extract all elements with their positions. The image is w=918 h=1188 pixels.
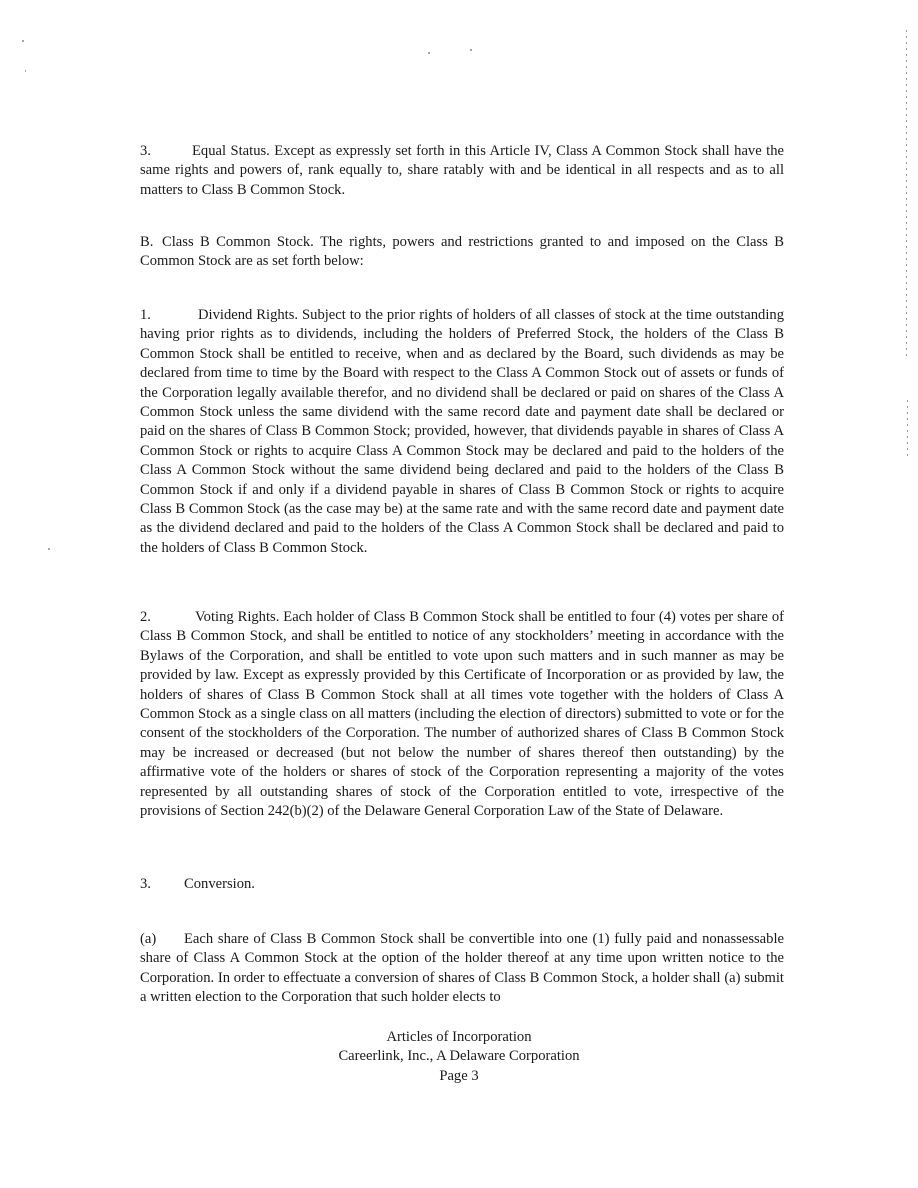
scan-speck [22, 40, 24, 42]
footer-page-number: Page 3 [439, 1067, 479, 1084]
section-b [140, 233, 784, 272]
scan-speck [48, 548, 50, 550]
section-text: Dividend Rights. Subject to the prior rights of holders of all classes of stock at the time outstanding having prior rights as to dividends, including the holders of Preferred Stock, the holders of the Class B Common Stock shall be entitled to receive, when and as declared by the Board, such dividends as may be declared from time to time by the Board with respect to the Class A Common Stock out of assets or funds of the Corporation legally available therefor, and no dividend shall be declared or paid on shares of the Class A Common Stock unless the same dividend with the same record date and payment date shall be declared or paid on the shares of Class B Common Stock; provided, however, that dividends payable in shares of Class A Common Stock or rights to acquire Class A Common Stock may be declared and paid to the holders of the Class A Common Stock without the same dividend being declared and paid to the holders of the Class B Common Stock if and only if a dividend payable in shares of Class B Common Stock or rights to acquire Class B Common Stock (as the case may be) at the same rate and with the same record date and payment date as the dividend declared and paid to the holders of the Class A Common Stock shall be declared and paid to the holders of Class B Common Stock. [140, 307, 784, 556]
section-text: Each share of Class B Common Stock shall be convertible into one (1) fully paid and nonassessable share of Class A Common Stock at the option of the holder thereof at any time upon written notice to the Corporation. In order to effectuate a conversion of shares of Class B Common Stock, a holder shall (a) submit a written election to the Corporation that such holder elects to [140, 931, 784, 1006]
footer-company-name: Careerlink, Inc., A Delaware Corporation [338, 1048, 580, 1065]
section-number: (a) [140, 931, 157, 947]
section-number: 2. [140, 609, 151, 625]
footer-document-title: Articles of Incorporation [386, 1029, 532, 1045]
section-b3a [140, 930, 784, 1008]
section-number: 1. [140, 307, 151, 323]
scan-edge-mark [907, 400, 908, 460]
scan-speck [428, 52, 430, 54]
page-footer [0, 1028, 918, 1086]
section-text: Class B Common Stock. The rights, powers and restrictions granted to and imposed on the Class B Common Stock are as set forth below: [140, 234, 784, 270]
section-b2-voting-rights [140, 608, 784, 821]
section-number: 3. [140, 876, 151, 892]
scan-speck [470, 49, 472, 51]
section-a3 [140, 142, 784, 200]
scan-speck [25, 70, 26, 72]
section-b3-conversion [140, 875, 784, 894]
section-text: Voting Rights. Each holder of Class B Common Stock shall be entitled to four (4) votes per share of Class B Common Stock, and shall be entitled to notice of any stockholders’ meeting in accordance with the Bylaws of the Corporation, and shall be entitled to vote upon such matters and in such manner as may be provided by law. Except as expressly provided by this Certificate of Incorporation or as provided by law, the holders of shares of Class B Common Stock shall at all times vote together with the holders of Class A Common Stock as a single class on all matters (including the election of directors) submitted to vote or for the consent of the stockholders of the Corporation. The number of authorized shares of Class B Common Stock may be increased or decreased (but not below the number of shares thereof then outstanding) by the affirmative vote of the holders or shares of stock of the Corporation representing a majority of the votes represented by all outstanding shares of stock of the Corporation entitled to vote, irrespective of the provisions of Section 242(b)(2) of the Delaware General Corporation Law of the State of Delaware. [140, 609, 785, 820]
section-number: 3. [140, 143, 151, 159]
section-b1-dividend-rights [140, 306, 784, 558]
section-text: Conversion. [184, 876, 255, 892]
section-number: B. [140, 234, 154, 250]
section-text: Equal Status. Except as expressly set forth in this Article IV, Class A Common Stock shall have the same rights and powers of, rank equally to, share ratably with and be identical in all respects and as to all matters to Class B Common Stock. [140, 143, 784, 198]
scan-edge-mark [906, 30, 907, 360]
